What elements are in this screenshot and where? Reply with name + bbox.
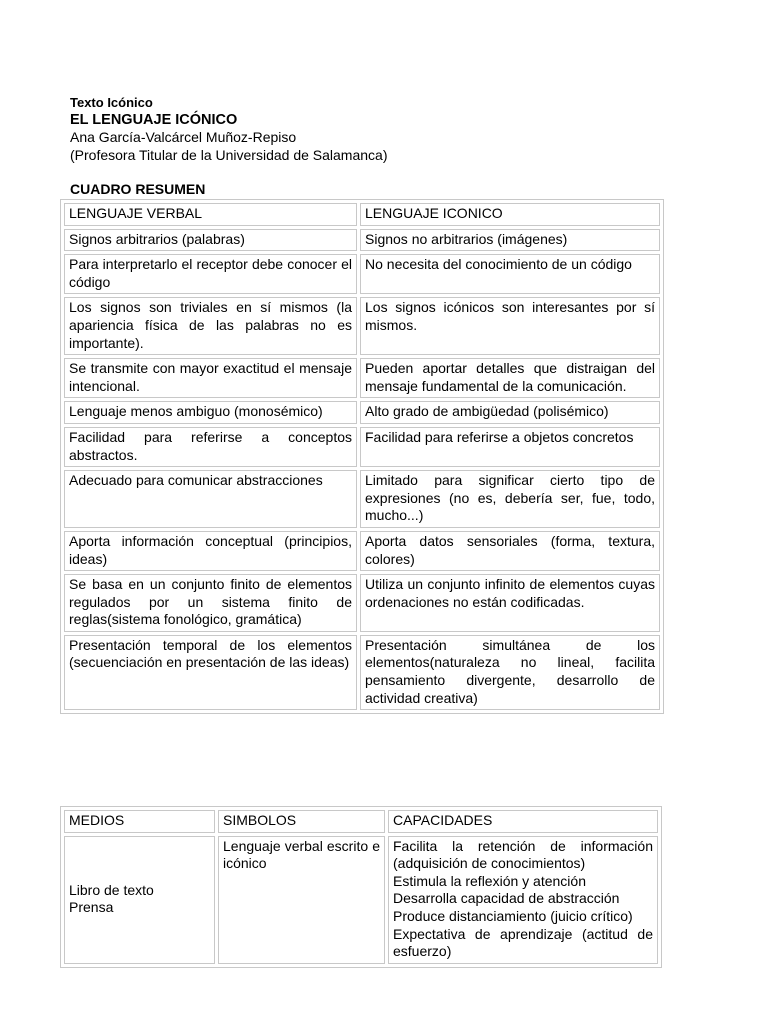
kicker-text: Texto Icónico — [70, 95, 153, 110]
cell-verbal: Presentación temporal de los elementos (secuenciación en presentación de las ideas) — [64, 635, 357, 710]
table-header-row — [64, 810, 658, 833]
comparison-table — [60, 199, 664, 714]
cell-iconico: Facilidad para referirse a objetos concretos — [360, 427, 660, 467]
header-cell-verbal: LENGUAJE VERBAL — [64, 203, 357, 226]
table-header-row — [64, 203, 660, 226]
table-row — [64, 401, 660, 424]
table-row — [64, 635, 660, 710]
header-cell-medios: MEDIOS — [64, 810, 215, 833]
medio-item: Libro de texto — [69, 881, 154, 898]
cell-verbal: Para interpretarlo el receptor debe conocer el código — [64, 254, 357, 294]
summary-title: CUADRO RESUMEN — [70, 181, 206, 197]
document-header — [70, 94, 670, 164]
header-cell-simbolos: SIMBOLOS — [218, 810, 385, 833]
header-cell-capacidades: CAPACIDADES — [388, 810, 658, 833]
cell-iconico: No necesita del conocimiento de un código — [360, 254, 660, 294]
table-row — [64, 254, 660, 294]
table-row — [64, 427, 660, 467]
cell-iconico: Utiliza un conjunto infinito de elementos cuyas ordenaciones no están codificadas. — [360, 574, 660, 632]
author-name: Ana García-Valcárcel Muñoz-Repiso — [70, 129, 297, 145]
cell-iconico: Presentación simultánea de los elementos(naturaleza no lineal, facilita pensamiento divergente, desarrollo de actividad creativa) — [360, 635, 660, 710]
cell-verbal: Los signos son triviales en sí mismos (la apariencia física de las palabras no es importante). — [64, 297, 357, 355]
cell-iconico: Limitado para significar cierto tipo de expresiones (no es, debería ser, fue, todo, mucho...) — [360, 470, 660, 528]
table-row — [64, 358, 660, 398]
table-row — [64, 297, 660, 355]
table-row — [64, 836, 658, 964]
cell-verbal: Se transmite con mayor exactitud el mensaje intencional. — [64, 358, 357, 398]
table-row — [64, 574, 660, 632]
capacidad-item: Facilita la retención de información (adquisición de conocimientos) — [393, 837, 653, 872]
cell-verbal: Facilidad para referirse a conceptos abstractos. — [64, 427, 357, 467]
capacidad-item: Expectativa de aprendizaje (actitud de esfuerzo) — [393, 925, 653, 960]
cell-iconico: Aporta datos sensoriales (forma, textura, colores) — [360, 531, 660, 571]
table-row — [64, 531, 660, 571]
cell-verbal: Adecuado para comunicar abstracciones — [64, 470, 357, 528]
medio-item: Prensa — [69, 899, 114, 916]
table-row — [64, 470, 660, 528]
cell-verbal: Signos arbitrarios (palabras) — [64, 229, 357, 252]
header-cell-iconico: LENGUAJE ICONICO — [360, 203, 660, 226]
cell-iconico: Alto grado de ambigüedad (polisémico) — [360, 401, 660, 424]
author-affiliation: (Profesora Titular de la Universidad de Salamanca) — [70, 146, 388, 163]
cell-simbolos: Lenguaje verbal escrito e icónico — [218, 836, 385, 964]
capacidad-item: Desarrolla capacidad de abstracción — [393, 890, 620, 907]
cell-verbal: Se basa en un conjunto finito de elementos regulados por un sistema finito de reglas(sistema fonológico, gramática) — [64, 574, 357, 632]
media-table — [60, 806, 662, 968]
capacidad-item: Produce distanciamiento (juicio crítico) — [393, 907, 633, 924]
capacidad-item: Estimula la reflexión y atención — [393, 872, 586, 889]
cell-iconico: Pueden aportar detalles que distraigan del mensaje fundamental de la comunicación. — [360, 358, 660, 398]
cell-capacidades — [388, 836, 658, 964]
cell-medios — [64, 836, 215, 964]
cell-iconico: Los signos icónicos son interesantes por sí mismos. — [360, 297, 660, 355]
table-row — [64, 229, 660, 252]
cell-verbal: Lenguaje menos ambiguo (monosémico) — [64, 401, 357, 424]
cell-iconico: Signos no arbitrarios (imágenes) — [360, 229, 660, 252]
cell-verbal: Aporta información conceptual (principios, ideas) — [64, 531, 357, 571]
document-title: EL LENGUAJE ICÓNICO — [70, 111, 238, 128]
